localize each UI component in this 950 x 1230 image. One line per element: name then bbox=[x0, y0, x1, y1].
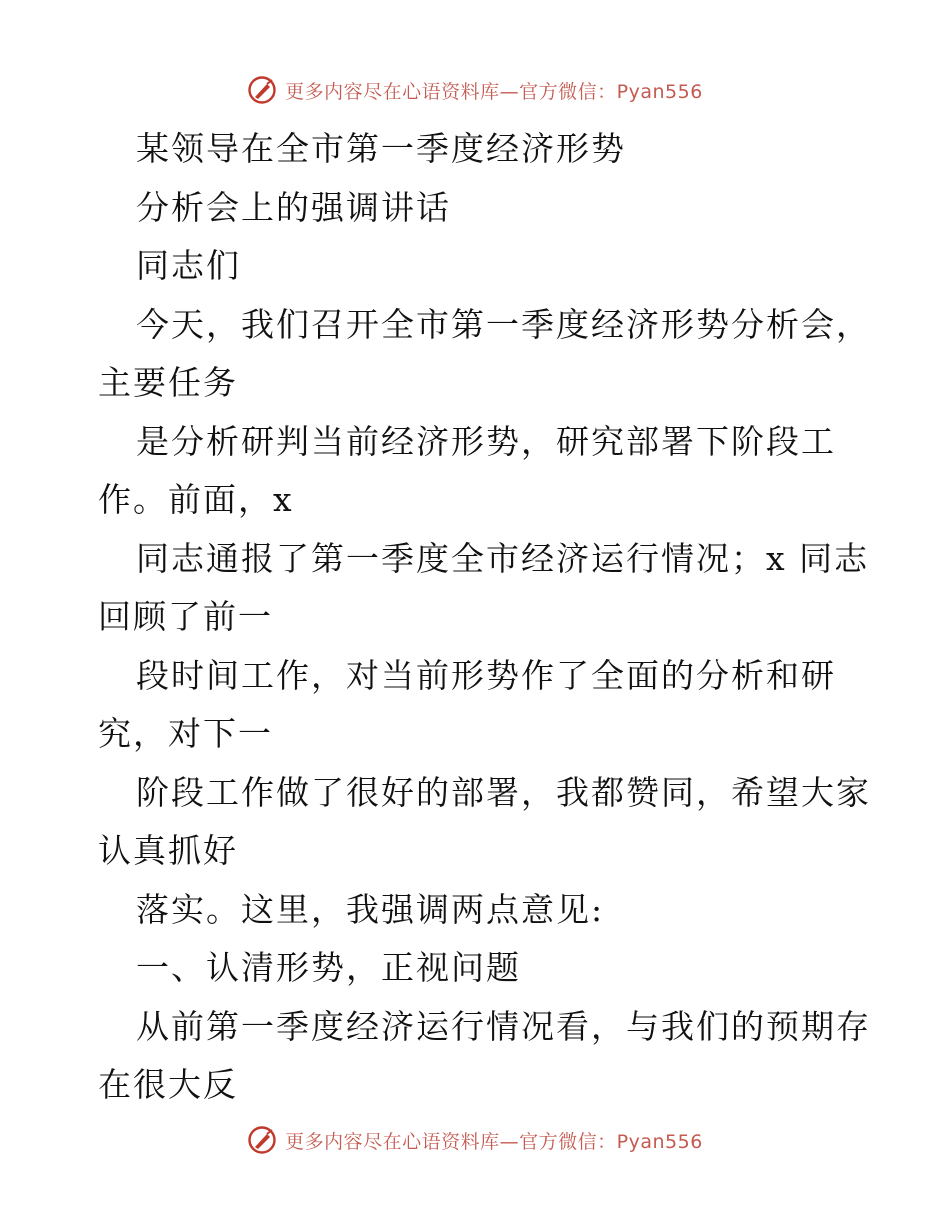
doc-line: 同志通报了第一季度全市经济运行情况；x 同志 bbox=[136, 538, 870, 578]
doc-line: 段时间工作，对当前形势作了全面的分析和研 bbox=[136, 655, 836, 695]
watermark-header bbox=[0, 70, 950, 110]
doc-line: 某领导在全市第一季度经济形势 bbox=[136, 129, 626, 168]
doc-line: 究，对下一 bbox=[98, 714, 273, 753]
doc-line: 主要任务 bbox=[98, 363, 238, 402]
watermark-text: 更多内容尽在心语资料库—官方微信：Pyan556 bbox=[285, 80, 703, 103]
watermark-text: 更多内容尽在心语资料库—官方微信：Pyan556 bbox=[285, 1130, 703, 1153]
document-body bbox=[98, 120, 871, 1115]
doc-line: 一、认清形势，正视问题 bbox=[136, 948, 521, 987]
quill-pen-logo-icon bbox=[247, 1125, 277, 1155]
doc-line: 同志们 bbox=[136, 246, 241, 285]
doc-line: 是分析研判当前经济形势，研究部署下阶段工 bbox=[136, 421, 836, 461]
doc-line: 落实。这里，我强调两点意见: bbox=[136, 889, 605, 929]
doc-line: 认真抓好 bbox=[98, 831, 238, 870]
watermark-footer bbox=[0, 1120, 950, 1160]
doc-line: 分析会上的强调讲话 bbox=[136, 187, 451, 227]
doc-line: 在很大反 bbox=[98, 1065, 238, 1104]
doc-line: 从前第一季度经济运行情况看，与我们的预期存 bbox=[136, 1006, 871, 1046]
quill-pen-logo-icon bbox=[247, 75, 277, 105]
doc-line: 阶段工作做了很好的部署，我都赞同，希望大家 bbox=[136, 772, 871, 812]
doc-line: 今天，我们召开全市第一季度经济形势分析会， bbox=[136, 304, 871, 344]
doc-line: 回顾了前一 bbox=[98, 597, 273, 636]
doc-line: 作。前面，x bbox=[98, 480, 294, 519]
